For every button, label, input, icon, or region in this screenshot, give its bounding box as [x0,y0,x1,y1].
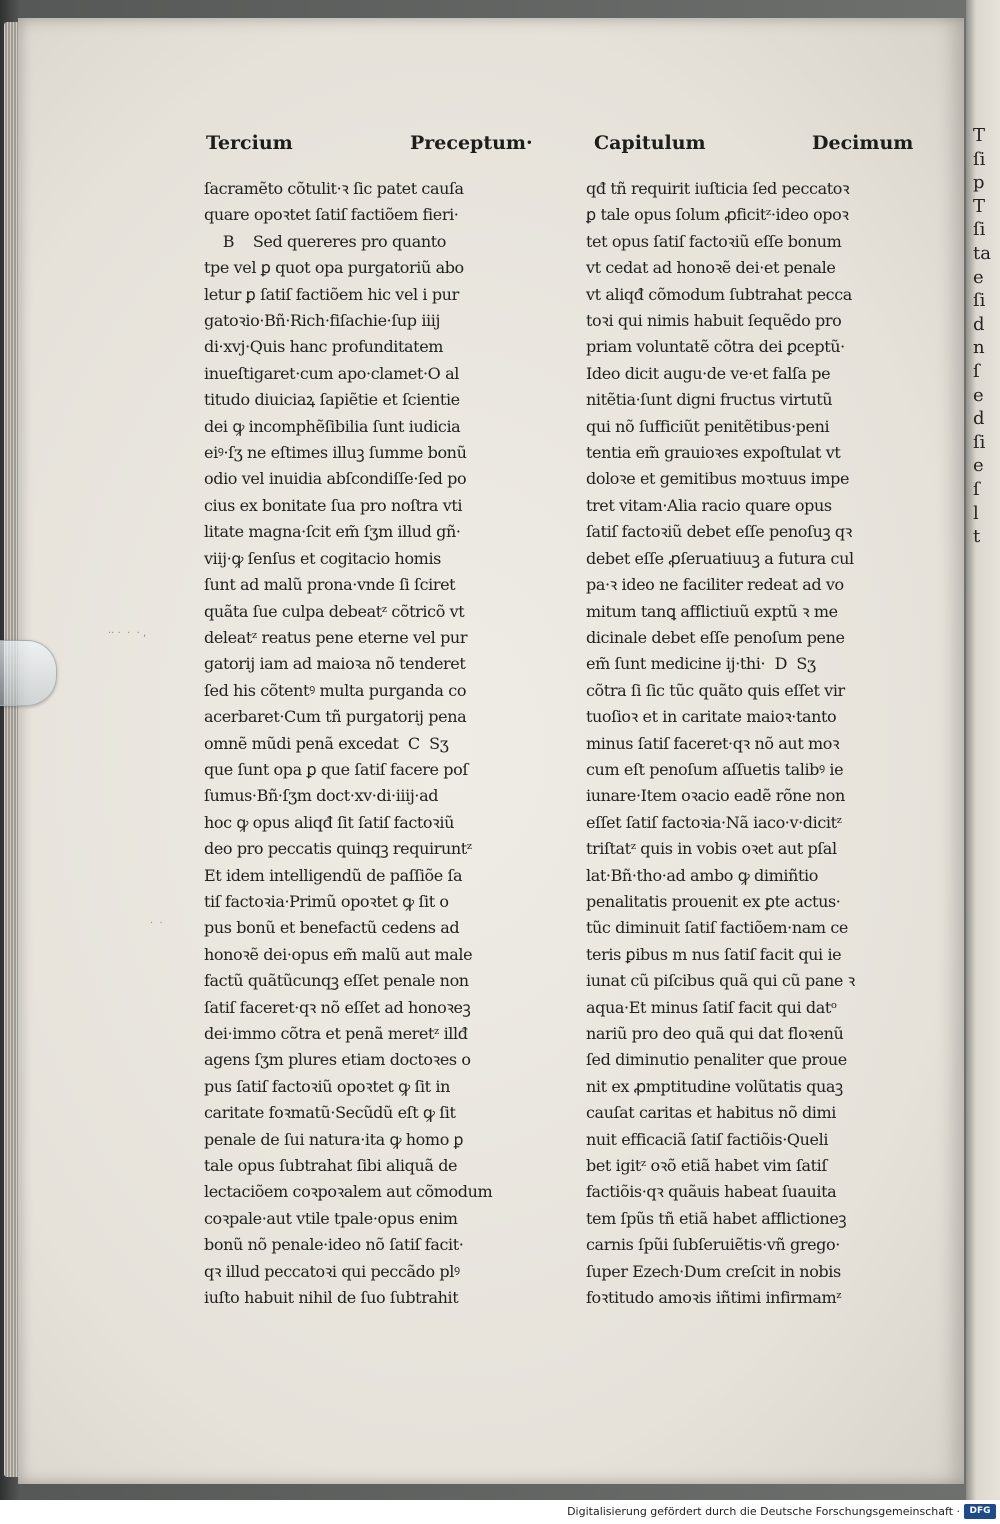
faint-margin-marks: ·· · · · , [108,628,147,639]
next-page-text-fragments: T ſi p T ſi ta e ſi d n ſ e d ſi e ſ l t [973,125,991,548]
running-head-right-chapter: Capitulum [594,132,706,154]
next-page-edge [966,0,1000,1500]
funding-credit: Digitalisierung gefördert durch die Deutsche Forschungsgemeinschaft · [567,1505,960,1518]
text-column-left: ſacramẽto cõtulit·ꝛ ſic patet cauſa quare opoꝛtet ſatiſ factiõem fieri· B Sed quereres pro quanto tpe vel ꝑ quot opa purgatoriũ abo letur ꝑ ſatiſ factiõem hic vel i pur gatoꝛio·Bñ·Rich·fiſachie·ſup iiij di·xvj·Quis hanc profunditatem inueſtigaret·cum apo·clamet·O al titudo diuiciaꝝ ſapiẽtie et ſcientie dei ꝙ incomphẽſibilia ſunt iudicia eiꝰ·ſʒ ne eſtimes illuꝫ ſumme bonũ odio vel inuidia abſcondiſſe·ſed po cius ex bonitate ſua pro noſtra vti litate magna·ſcit em̃ ſʒm illud gñ· viij·ꝙ ſenſus et cogitacio homis ſunt ad malũ prona·vnde ſi ſciret quãta ſue culpa debeatᶻ cõtricõ vt deleatᶻ reatus pene eterne vel pur gatorij iam ad maioꝛa nõ tenderet ſed his cõtentꝰ multa purganda co acerbaret·Cum tñ purgatorij pena omnẽ mũdi penã excedat C Sʒ que ſunt opa ꝑ que ſatiſ facere poſ ſumus·Bñ·ſʒm doct·xv·di·iiij·ad hoc ꝙ opus aliqđ ſit ſatiſ factoꝛiũ deo pro peccatis quinqꝫ requiruntᶻ Et idem intelligendũ de paſſiõe ſa tiſ factoꝛia·Primũ opoꝛtet ꝙ ſit o pus bonũ et benefactũ cedens ad honoꝛẽ dei·opus em̃ malũ aut male factũ quãtũcunqꝫ eſſet penale non ſatiſ faceret·qꝛ nõ eſſet ad honoꝛeꝫ dei·immo cõtra et penã meretᶻ illđ agens ſʒm plures etiam doctoꝛes o pus ſatiſ factoꝛiũ opoꝛtet ꝙ ſit in caritate foꝛmatũ·Secũdũ eſt ꝙ ſit penale de ſui natura·ita ꝙ homo ꝑ tale opus ſubtrahat ſibi aliquã de lectaciõem coꝛpoꝛalem aut cõmodum coꝛpale·aut vtile tpale·opus enim bonũ nõ penale·ideo nõ ſatiſ facit· qꝛ illud peccatoꝛi qui peccãdo plꝰ iuſto habuit nihil de ſuo ſubtrahit [204,179,493,1308]
faint-margin-marks-lower: · · [150,918,163,929]
running-head-left-page: Tercium [206,132,293,154]
running-head-right-number: Decimum [812,132,914,154]
page-clip [0,640,57,706]
text-column-right: qđ tñ requirit iuſticia ſed peccatoꝛ ꝑ tale opus ſolum ꝓficitᶻ·ideo opoꝛ tet opus ſatiſ factoꝛiũ eſſe bonum vt cedat ad honoꝛẽ dei·et penale vt aliqđ cõmodum ſubtrahat pecca toꝛi qui nimis habuit ſequẽdo pro priam voluntatẽ cõtra dei ꝑceptũ· Ideo dicit augu·de ve·et falſa pe nitẽtia·ſunt digni fructus virtutũ qui nõ ſufficiũt penitẽtibus·peni tentia em̃ grauioꝛes expoſtulat vt doloꝛe et gemitibus moꝛtuus impe tret vitam·Alia racio quare opus ſatiſ factoꝛiũ debet eſſe penoſuꝫ qꝛ debet eſſe ꝓſeruatiuuꝫ a futura cul pa·ꝛ ideo ne faciliter redeat ad vo mitum tanꝗ afflictiuũ exptũ ꝛ me dicinale debet eſſe penoſum pene em̃ ſunt medicine ij·thi· D Sʒ cõtra ſi ſic tũc quãto quis eſſet vir tuoſioꝛ et in caritate maioꝛ·tanto minus ſatiſ faceret·qꝛ nõ aut moꝛ cum eſt penoſum aſſuetis talibꝰ ie iunare·Item oꝛacio eadẽ rõne non eſſet ſatiſ factoꝛia·Nã iaco·v·dicitᶻ triſtatᶻ quis in vobis oꝛet aut pſal lat·Bñ·tho·ad ambo ꝙ dimiñtio penalitatis prouenit ex ꝑte actus· tũc diminuit ſatiſ factiõem·nam ce teris ꝑibus m nus ſatiſ facit qui ie iunat cũ piſcibus quã qui cũ pane ꝛ aqua·Et minus ſatiſ facit qui datᵒ nariũ pro deo quã qui dat floꝛenũ ſed diminutio penaliter que proue nit ex ꝓmptitudine volũtatis quaꝫ cauſat caritas et habitus nõ dimi nuit efficaciã ſatiſ factiõis·Queli bet igitᶻ oꝛõ etiã habet vim ſatiſ factiõis·qꝛ quãuis habeat ſuauita tem ſpũs tñ etiã habet afflictioneꝫ carnis ſpũi ſubſeruiẽtis·vñ grego· ſuper Ezech·Dum creſcit in nobis foꝛtitudo amoꝛis iñtimi infirmamᶻ [586,179,855,1308]
running-head-left-section: Preceptum· [410,132,533,154]
footer-bar [0,1500,1000,1524]
dfg-logo: DFG [964,1504,996,1519]
